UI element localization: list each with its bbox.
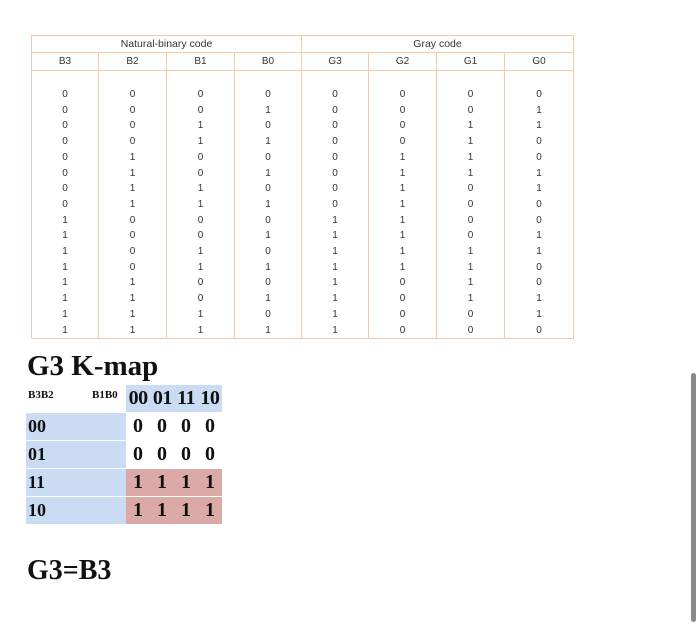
table-cell: 1	[235, 166, 302, 182]
table-cell: 0	[302, 150, 369, 166]
kmap-cell: 1	[181, 471, 191, 493]
table-cell: 0	[99, 87, 167, 103]
table-cell: 0	[505, 87, 574, 103]
table-cell: 1	[505, 118, 574, 134]
table-row	[32, 275, 574, 291]
table-cell: 0	[369, 323, 437, 339]
table-cell: 1	[235, 228, 302, 244]
table-cell: 1	[99, 291, 167, 307]
table-cell: 0	[167, 213, 235, 229]
table-cell: 1	[369, 150, 437, 166]
table-cell: 1	[32, 307, 99, 323]
table-cell: 0	[167, 291, 235, 307]
table-cell: 1	[235, 323, 302, 339]
table-cell: 1	[437, 291, 505, 307]
table-cell: 1	[505, 244, 574, 260]
table-cell: 1	[167, 181, 235, 197]
kmap-column-variable: B1B0	[92, 389, 118, 401]
kmap-header	[26, 385, 226, 413]
table-cell: 0	[369, 103, 437, 119]
table-cell: 1	[302, 260, 369, 276]
table-row	[32, 134, 574, 150]
table-cell: 0	[369, 118, 437, 134]
table-cell: 1	[302, 307, 369, 323]
kmap-cell: 0	[181, 443, 191, 465]
table-cell: 0	[167, 87, 235, 103]
table-cell: 1	[32, 244, 99, 260]
table-cell: 1	[167, 134, 235, 150]
table-cell: 1	[505, 307, 574, 323]
table-row	[32, 103, 574, 119]
table-cell: 1	[99, 323, 167, 339]
table-cell: 1	[167, 260, 235, 276]
table-cell: 1	[167, 307, 235, 323]
gray-code-group-header: Gray code	[302, 36, 574, 53]
kmap-cell: 1	[133, 471, 143, 493]
table-cell: 1	[505, 228, 574, 244]
kmap-cell-group	[126, 469, 222, 496]
table-cell: 0	[167, 150, 235, 166]
table-cell: 1	[235, 197, 302, 213]
column-header-row	[32, 53, 574, 71]
kmap-row-label: 01	[26, 441, 126, 468]
kmap-cell-group	[126, 497, 222, 524]
kmap-column-label: 10	[200, 387, 220, 409]
table-row	[32, 291, 574, 307]
table-cell: 1	[302, 275, 369, 291]
table-cell: 0	[505, 275, 574, 291]
kmap-column-label: 11	[177, 387, 196, 409]
table-cell: 1	[235, 260, 302, 276]
kmap-rows	[26, 413, 226, 524]
table-cell: 0	[437, 181, 505, 197]
table-cell: 0	[235, 307, 302, 323]
table-cell: 0	[235, 244, 302, 260]
table-cell: 0	[235, 213, 302, 229]
table-cell: 0	[369, 275, 437, 291]
table-row	[32, 181, 574, 197]
kmap-cell: 0	[157, 443, 167, 465]
table-cell: 0	[302, 103, 369, 119]
kmap-cell: 1	[181, 499, 191, 521]
table-cell: 1	[167, 118, 235, 134]
conversion-table	[31, 35, 574, 339]
natural-binary-group-header: Natural-binary code	[32, 36, 302, 53]
table-cell: 1	[437, 260, 505, 276]
table-cell: 0	[505, 197, 574, 213]
result-expression: G3=B3	[27, 555, 112, 586]
table-cell: 1	[302, 291, 369, 307]
table-cell: 1	[302, 244, 369, 260]
table-cell: 1	[369, 166, 437, 182]
table-cell: 0	[302, 134, 369, 150]
column-header-b1: B1	[167, 53, 235, 71]
kmap-cell: 1	[133, 499, 143, 521]
table-cell: 0	[167, 275, 235, 291]
kmap-cell: 0	[157, 415, 167, 437]
table-cell: 0	[235, 118, 302, 134]
table-cell: 1	[235, 134, 302, 150]
table-cell: 1	[99, 181, 167, 197]
table-cell: 0	[302, 197, 369, 213]
table-cell: 0	[99, 118, 167, 134]
table-cell: 1	[505, 166, 574, 182]
table-cell: 1	[32, 213, 99, 229]
table-cell: 0	[235, 87, 302, 103]
table-cell: 0	[99, 213, 167, 229]
table-cell: 0	[235, 275, 302, 291]
table-cell: 1	[32, 291, 99, 307]
table-cell: 1	[437, 150, 505, 166]
table-row	[32, 150, 574, 166]
table-cell: 0	[437, 323, 505, 339]
table-row	[32, 166, 574, 182]
table-cell: 0	[99, 134, 167, 150]
table-cell: 0	[235, 150, 302, 166]
table-cell: 1	[369, 213, 437, 229]
kmap-cell: 0	[205, 443, 215, 465]
table-cell: 0	[437, 197, 505, 213]
table-row	[32, 118, 574, 134]
kmap-row-variable: B3B2	[28, 389, 54, 401]
table-cell: 1	[32, 275, 99, 291]
table-cell: 1	[437, 275, 505, 291]
table-cell: 0	[32, 150, 99, 166]
table-cell: 1	[235, 291, 302, 307]
spacer-row	[32, 71, 574, 88]
table-cell: 1	[99, 275, 167, 291]
table-cell: 1	[369, 181, 437, 197]
column-header-b0: B0	[235, 53, 302, 71]
table-cell: 1	[505, 103, 574, 119]
table-cell: 0	[32, 197, 99, 213]
table-cell: 0	[167, 166, 235, 182]
kmap-cell: 1	[157, 471, 167, 493]
table-cell: 1	[302, 213, 369, 229]
table-cell: 0	[437, 228, 505, 244]
table-cell: 0	[505, 134, 574, 150]
table-row	[32, 260, 574, 276]
table-cell: 1	[99, 197, 167, 213]
table-cell: 0	[369, 307, 437, 323]
table-cell: 1	[437, 166, 505, 182]
table-cell: 1	[369, 197, 437, 213]
table-cell: 1	[99, 307, 167, 323]
table-cell: 0	[32, 166, 99, 182]
table-cell: 0	[302, 181, 369, 197]
table-cell: 0	[505, 150, 574, 166]
kmap-column-label: 00	[128, 387, 148, 409]
kmap-row-label: 00	[26, 413, 126, 440]
column-header-b3: B3	[32, 53, 99, 71]
table-cell: 1	[32, 260, 99, 276]
kmap-row	[26, 441, 226, 468]
table-cell: 1	[32, 323, 99, 339]
table-cell: 1	[167, 197, 235, 213]
table-cell: 1	[369, 244, 437, 260]
table-cell: 0	[369, 134, 437, 150]
table-cell: 0	[505, 323, 574, 339]
column-header-b2: B2	[99, 53, 167, 71]
kmap-cell: 0	[205, 415, 215, 437]
column-header-g1: G1	[437, 53, 505, 71]
table-row	[32, 307, 574, 323]
table-cell: 1	[32, 228, 99, 244]
kmap-row	[26, 469, 226, 496]
table-cell: 1	[369, 228, 437, 244]
table-cell: 0	[99, 244, 167, 260]
table-cell: 0	[437, 213, 505, 229]
table-cell: 0	[32, 181, 99, 197]
table-cell: 1	[99, 166, 167, 182]
table-cell: 0	[32, 118, 99, 134]
table-cell: 0	[369, 87, 437, 103]
kmap-row	[26, 497, 226, 524]
table-cell: 0	[235, 181, 302, 197]
table-cell: 0	[99, 103, 167, 119]
kmap-row-label: 11	[26, 469, 126, 496]
column-header-g2: G2	[369, 53, 437, 71]
table-cell: 1	[302, 323, 369, 339]
table-cell: 1	[99, 150, 167, 166]
table-cell: 1	[437, 244, 505, 260]
table-cell: 0	[437, 103, 505, 119]
table-cell: 1	[437, 118, 505, 134]
table-cell: 1	[505, 291, 574, 307]
kmap-cell: 1	[205, 471, 215, 493]
kmap-column-labels	[126, 385, 222, 412]
kmap-cell: 1	[157, 499, 167, 521]
table-cell: 1	[505, 181, 574, 197]
kmap-title: G3 K-map	[27, 350, 159, 382]
table-cell: 0	[437, 307, 505, 323]
table-cell: 0	[302, 118, 369, 134]
table-cell: 0	[302, 166, 369, 182]
table-cell: 0	[99, 260, 167, 276]
table-cell: 0	[167, 103, 235, 119]
kmap-cell: 0	[181, 415, 191, 437]
table-cell: 1	[167, 244, 235, 260]
table-cell: 0	[32, 103, 99, 119]
vertical-scrollbar[interactable]	[691, 373, 696, 622]
table-cell: 0	[32, 87, 99, 103]
table-cell: 1	[437, 134, 505, 150]
kmap-cell: 0	[133, 415, 143, 437]
table-cell: 0	[505, 213, 574, 229]
table-row	[32, 197, 574, 213]
column-header-g0: G0	[505, 53, 574, 71]
kmap-column-label: 01	[152, 387, 172, 409]
table-cell: 0	[32, 134, 99, 150]
table-row	[32, 213, 574, 229]
kmap-row-label: 10	[26, 497, 126, 524]
table-cell: 1	[167, 323, 235, 339]
g3-kmap	[26, 385, 226, 524]
kmap-cell-group	[126, 441, 222, 468]
column-header-g3: G3	[302, 53, 369, 71]
table-cell: 1	[235, 103, 302, 119]
table-row	[32, 323, 574, 339]
table-cell: 1	[369, 260, 437, 276]
table-row	[32, 244, 574, 260]
table-row	[32, 87, 574, 103]
table-cell: 1	[302, 228, 369, 244]
table-cell: 0	[99, 228, 167, 244]
kmap-row	[26, 413, 226, 440]
table-cell: 0	[437, 87, 505, 103]
table-cell: 0	[302, 87, 369, 103]
kmap-cell-group	[126, 413, 222, 440]
table-cell: 0	[167, 228, 235, 244]
kmap-cell: 0	[133, 443, 143, 465]
table-row	[32, 228, 574, 244]
table-cell: 0	[369, 291, 437, 307]
table-body	[32, 87, 574, 339]
kmap-cell: 1	[205, 499, 215, 521]
table-cell: 0	[505, 260, 574, 276]
